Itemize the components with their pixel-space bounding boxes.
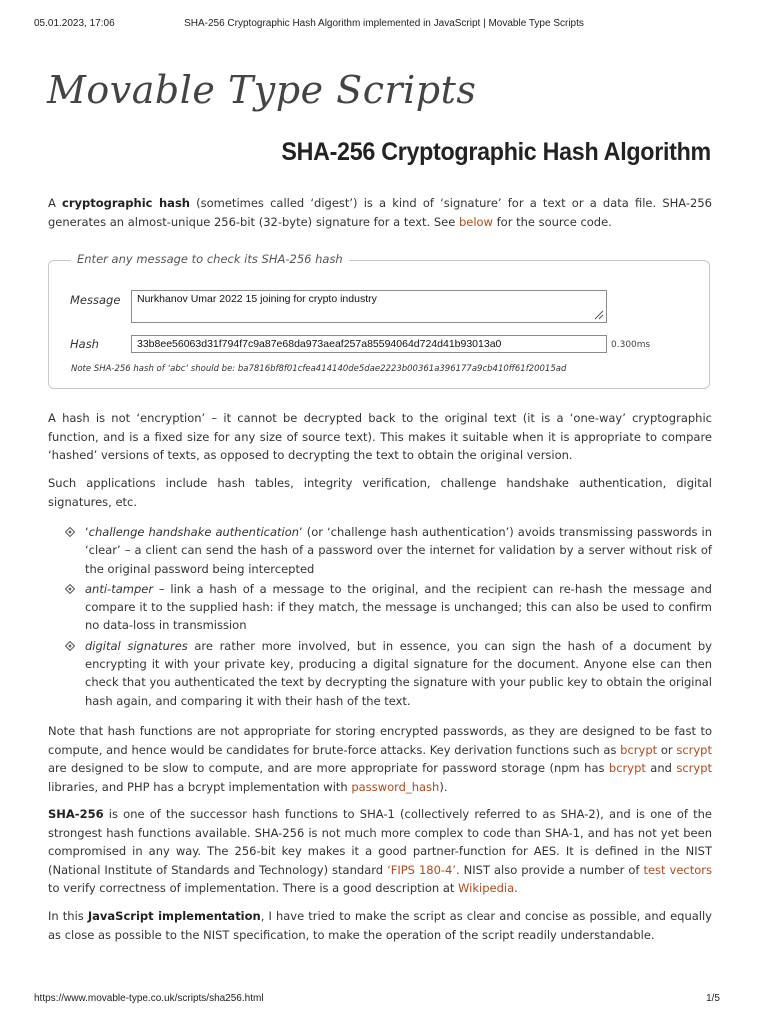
passwords-paragraph: Note that hash functions are not appropriate for storing encrypted passwords, as they are designed to be fast to compute, and hence would be candidates for brute-force attacks. Key derivation functions such as bcrypt or scrypt are designed to be slow to compute, and are more appropriate for password storage (npm has bcrypt and scrypt libraries, and PHP has a bcrypt implementation with password_hash). (48, 724, 713, 794)
bold-term: SHA-256 (48, 807, 104, 821)
link-bcrypt[interactable]: bcrypt (620, 742, 658, 757)
diamond-bullet-icon (65, 584, 75, 594)
abc-hash-note: Note SHA-256 hash of ‘abc’ should be: ba7816bf8f01cfea414140de5dae2223b00361a396177a9cb410ff61f20015ad (71, 364, 567, 374)
message-textarea[interactable] (131, 290, 607, 323)
resize-handle-icon[interactable] (594, 310, 604, 320)
term: challenge handshake authentication (88, 525, 300, 539)
print-footer (34, 993, 734, 1007)
link-below[interactable]: below (458, 214, 493, 229)
bold-term: JavaScript implementation (87, 909, 261, 923)
print-datetime: 05.01.2023, 17:06 (34, 18, 115, 29)
form-legend: Enter any message to check its SHA-256 hash (71, 252, 349, 266)
applications-paragraph: Such applications include hash tables, integrity verification, challenge handshake authentication, digital signatures, etc. (48, 476, 712, 509)
site-title[interactable]: Movable Type Scripts (47, 68, 477, 112)
list-item: digital signatures are rather more involved, but in essence, you can sign the hash of a document by encrypting it with your private key, producing a digital signature for the document. Anyone else can then check that you authenticated the text by decrypting the signature with your public key to obtain the original hash again, and comparing it with their hash of the text. (48, 637, 712, 710)
link-fips-180-4[interactable]: ‘FIPS 180-4’ (387, 862, 457, 877)
link-wikipedia[interactable]: Wikipedia (458, 881, 515, 895)
print-header (34, 18, 734, 32)
hash-form (48, 252, 710, 389)
link-scrypt[interactable]: scrypt (676, 742, 712, 757)
bold-term: cryptographic hash (62, 196, 190, 210)
link-npm-scrypt[interactable]: scrypt (676, 761, 713, 775)
page-heading: SHA-256 Cryptographic Hash Algorithm (281, 138, 711, 166)
hash-label: Hash (70, 337, 99, 351)
link-password-hash[interactable]: password_hash (351, 779, 440, 794)
link-test-vectors[interactable]: test vectors (643, 862, 712, 877)
timing-readout: 0.300ms (611, 340, 651, 350)
term: anti-tamper (85, 581, 154, 596)
hash-output-field[interactable] (131, 335, 607, 353)
print-page-number: 1/5 (706, 993, 720, 1004)
applications-list (48, 523, 712, 710)
javascript-implementation-paragraph: In this JavaScript implementation, I have tried to make the script as clear and concise as possible, and equally as close as possible to the NIST specification, to make the operation of the script readily understandable. (48, 909, 712, 942)
not-encryption-paragraph: A hash is not ‘encryption’ – it cannot be decrypted back to the original text (it is a ‘one-way’ cryptographic function, and is a fixed size for any size of source text). This makes it suitable when it is appropriate to compare ‘hashed’ versions of texts, as opposed to decrypting the text to obtain the original version. (48, 411, 712, 462)
print-url: https://www.movable-type.co.uk/scripts/sha256.html (34, 993, 264, 1004)
intro-paragraph: A cryptographic hash (sometimes called ‘digest’) is a kind of ‘signature’ for a text or a data file. SHA-256 generates an almost-unique 256-bit (32-byte) signature for a text. See below for the source code. (48, 196, 712, 229)
message-value: Nurkhanov Umar 2022 15 joining for crypto industry (137, 293, 377, 305)
list-item: ‘challenge handshake authentication’ (or ‘challenge hash authentication’) avoids transmissing passwords in ‘clear’ – a client can send the hash of a password over the internet for validation by a server without risk of the original password being intercepted (48, 523, 712, 578)
link-npm-bcrypt[interactable]: bcrypt (608, 761, 646, 775)
list-item: anti-tamper – link a hash of a message to the original, and the recipient can re-hash the message and compare it to the supplied hash: if they match, the message is unchanged; this can also be used to confirm no data-loss in transmission (48, 580, 712, 635)
diamond-bullet-icon (65, 527, 75, 537)
hash-value: 33b8ee56063d31f794f7c9a87e68da973aeaf257a85594064d724d41b93013a0 (137, 338, 502, 350)
diamond-bullet-icon (65, 641, 75, 651)
message-label: Message (70, 293, 121, 307)
term: digital signatures (85, 638, 188, 653)
sha256-paragraph: SHA-256 is one of the successor hash functions to SHA-1 (collectively referred to as SHA-2), and is one of the strongest hash functions available. SHA-256 is not much more complex to code than SHA-1, and has not yet been compromised in any way. The 256-bit key makes it a good partner-function for AES. It is defined in the NIST (National Institute of Standards and Technology) standard ‘FIPS 180-4’. NIST also provide a number of test vectors to verify correctness of implementation. There is a good description at Wikipedia. (48, 807, 712, 895)
print-page-title: SHA-256 Cryptographic Hash Algorithm implemented in JavaScript | Movable Type Scripts (184, 18, 584, 29)
